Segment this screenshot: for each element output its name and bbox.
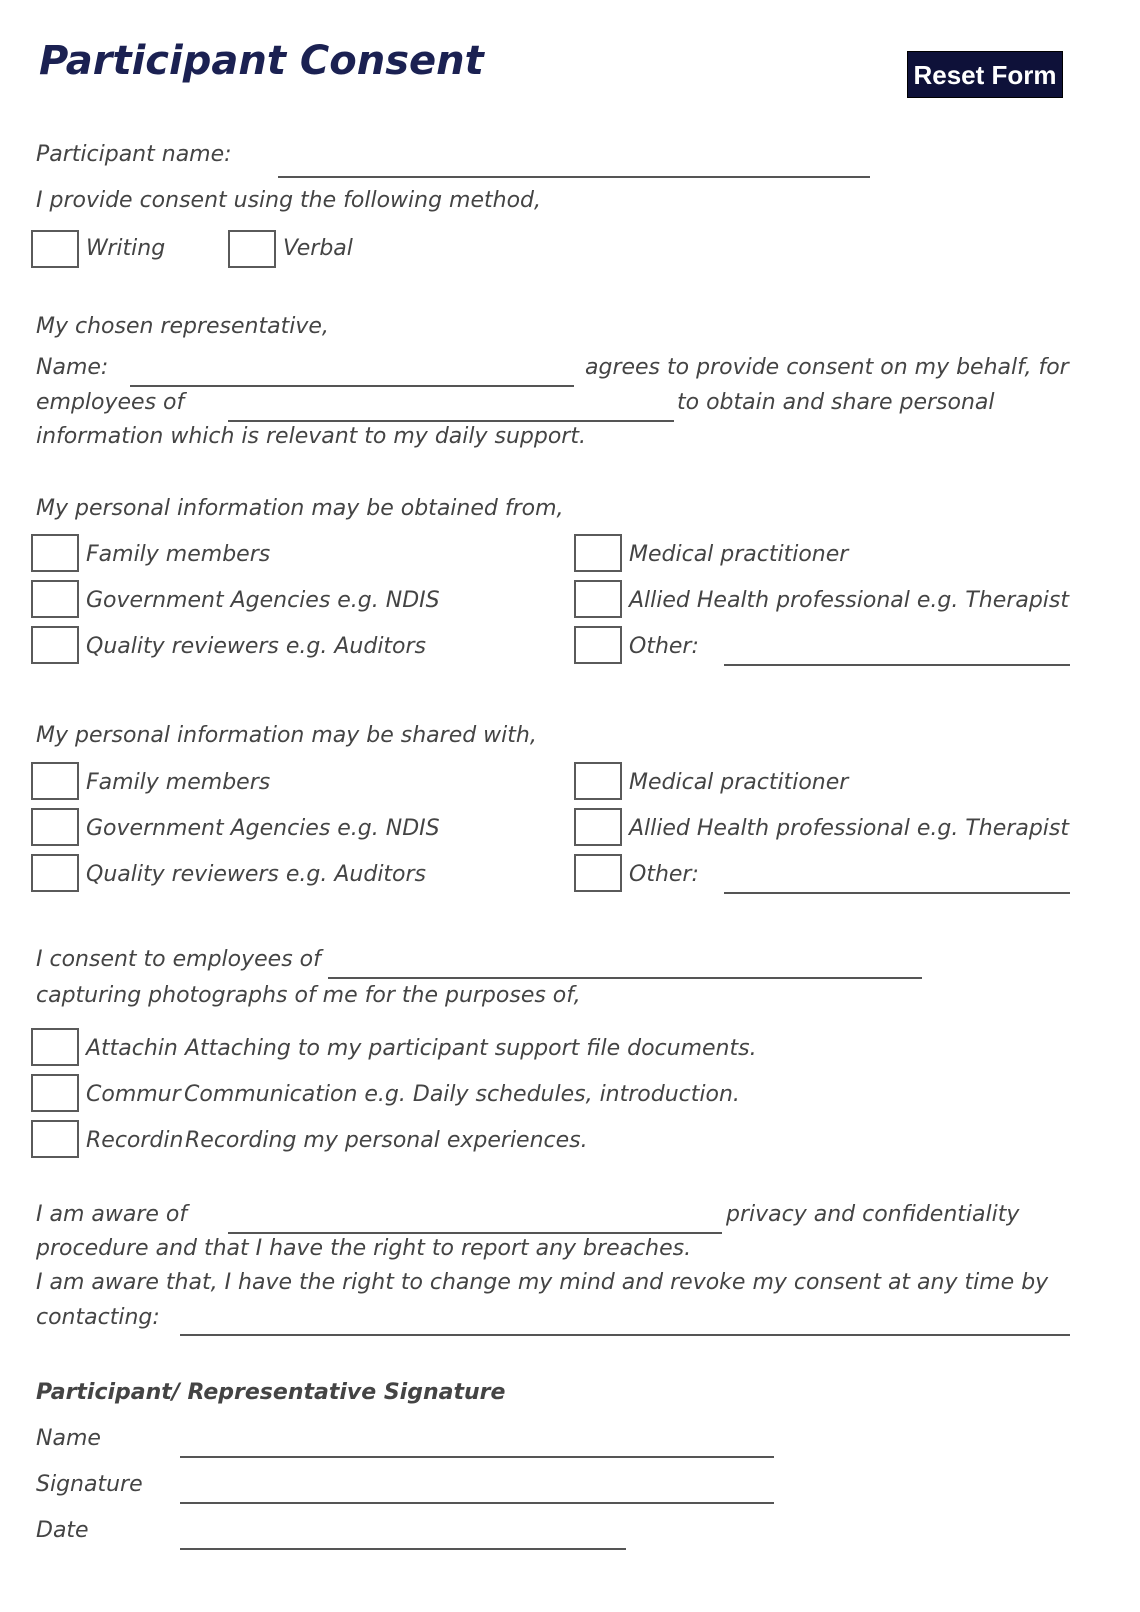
photo-communication-label: Communication e.g. Daily schedules, introduction.	[184, 1082, 740, 1107]
shared-allied-checkbox[interactable]	[574, 808, 622, 846]
writing-label: Writing	[86, 236, 166, 261]
procedure-text: procedure and that I have the right to report any breaches.	[36, 1236, 692, 1261]
shared-medical-checkbox[interactable]	[574, 762, 622, 800]
obtained-quality-checkbox[interactable]	[31, 626, 79, 664]
representative-name-label: Name:	[36, 355, 109, 380]
shared-government-checkbox[interactable]	[31, 808, 79, 846]
date-field[interactable]	[180, 1548, 626, 1550]
obtain-share-text: to obtain and share personal	[677, 390, 995, 415]
photo-organisation-field[interactable]	[328, 977, 922, 979]
shared-quality-checkbox[interactable]	[31, 854, 79, 892]
agrees-text: agrees to provide consent on my behalf, for	[585, 355, 1069, 380]
signature-name-field[interactable]	[180, 1456, 774, 1458]
shared-medical-label: Medical practitioner	[629, 770, 849, 795]
signature-label: Signature	[36, 1472, 143, 1497]
shared-family-checkbox[interactable]	[31, 762, 79, 800]
participant-name-label: Participant name:	[36, 142, 232, 167]
consent-method-text: I provide consent using the following method,	[36, 188, 542, 213]
verbal-label: Verbal	[283, 236, 353, 261]
shared-other-field[interactable]	[724, 892, 1070, 894]
shared-allied-label: Allied Health professional e.g. Therapist	[629, 816, 1069, 841]
photo-attaching-label: Attaching to my participant support file documents.	[185, 1036, 757, 1061]
contacting-field[interactable]	[180, 1334, 1070, 1336]
obtained-other-label: Other:	[629, 634, 699, 659]
signature-name-label: Name	[36, 1426, 101, 1451]
photo-purposes-text: capturing photographs of me for the purposes of,	[36, 983, 581, 1008]
revoke-text: I am aware that, I have the right to change my mind and revoke my consent at any time by	[36, 1270, 1049, 1295]
obtained-medical-checkbox[interactable]	[574, 534, 622, 572]
writing-checkbox[interactable]	[31, 230, 79, 268]
privacy-text: privacy and confidentiality	[726, 1202, 1020, 1227]
aware-of-label: I am aware of	[36, 1202, 188, 1227]
obtained-quality-label: Quality reviewers e.g. Auditors	[86, 634, 427, 659]
participant-name-field[interactable]	[278, 176, 870, 178]
obtained-medical-label: Medical practitioner	[629, 542, 849, 567]
shared-with-heading: My personal information may be shared with,	[36, 723, 537, 748]
aware-organisation-field[interactable]	[228, 1232, 722, 1234]
photo-communication-checkbox[interactable]	[31, 1074, 79, 1112]
photo-communication-truncated: Commur	[86, 1082, 181, 1107]
signature-field[interactable]	[180, 1502, 774, 1504]
reset-form-button[interactable]: Reset Form	[907, 51, 1063, 98]
shared-government-label: Government Agencies e.g. NDIS	[86, 816, 440, 841]
obtained-allied-checkbox[interactable]	[574, 580, 622, 618]
date-label: Date	[36, 1518, 89, 1543]
photo-recording-label: Recording my personal experiences.	[185, 1128, 588, 1153]
obtained-government-label: Government Agencies e.g. NDIS	[86, 588, 440, 613]
shared-family-label: Family members	[86, 770, 271, 795]
verbal-checkbox[interactable]	[228, 230, 276, 268]
photo-attaching-checkbox[interactable]	[31, 1028, 79, 1066]
representative-name-field[interactable]	[130, 385, 574, 387]
obtained-other-field[interactable]	[724, 664, 1070, 666]
obtained-allied-label: Allied Health professional e.g. Therapist	[629, 588, 1069, 613]
shared-quality-label: Quality reviewers e.g. Auditors	[86, 862, 427, 887]
photo-consent-text: I consent to employees of	[36, 947, 321, 972]
contacting-label: contacting:	[36, 1305, 160, 1330]
representative-organisation-field[interactable]	[228, 420, 674, 422]
obtained-family-label: Family members	[86, 542, 271, 567]
employees-of-label: employees of	[36, 390, 185, 415]
shared-other-label: Other:	[629, 862, 699, 887]
relevant-text: information which is relevant to my daily support.	[36, 424, 586, 449]
obtained-family-checkbox[interactable]	[31, 534, 79, 572]
representative-intro: My chosen representative,	[36, 314, 329, 339]
page-title: Participant Consent	[39, 38, 484, 84]
shared-other-checkbox[interactable]	[574, 854, 622, 892]
signature-heading: Participant/ Representative Signature	[36, 1380, 506, 1405]
obtained-government-checkbox[interactable]	[31, 580, 79, 618]
photo-recording-truncated: Recordin	[86, 1128, 184, 1153]
obtained-other-checkbox[interactable]	[574, 626, 622, 664]
photo-recording-checkbox[interactable]	[31, 1120, 79, 1158]
photo-attaching-truncated: Attachin	[86, 1036, 178, 1061]
obtained-from-heading: My personal information may be obtained from,	[36, 496, 564, 521]
